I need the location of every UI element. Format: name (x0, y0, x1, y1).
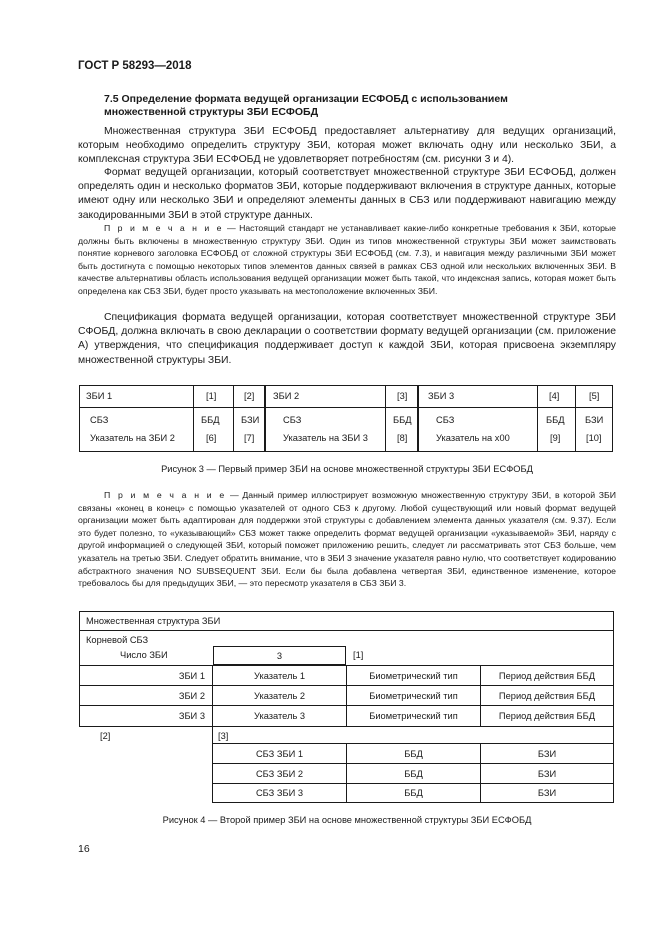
figure4-sbz1-bbd: ББД (346, 743, 481, 764)
figure3-group3-ref: [10] (586, 433, 602, 443)
figure3-group1-ref: [1] (206, 391, 217, 401)
figure3-group1-bzi: БЗИ (241, 415, 260, 425)
figure4-count-ref: [1] (353, 650, 364, 660)
note-2 (78, 489, 616, 590)
figure3-group3-ref: [5] (589, 391, 600, 401)
figure4-count-value: 3 (213, 646, 346, 665)
figure4-sbz2-bbd: ББД (346, 763, 481, 784)
note-text: — Настоящий стандарт не устанавливает какие-либо конкретные требования к ЗБИ, которые должны быть включены в множественную структуру ЗБИ. Один из типов множественной структуры ЗБИ может заимствовать понятие корневого заголовка ЕСФОБД от сложной структуры ЗБИ ЕСФОБД (см. 7.3), и навигация между различными ЗБИ может быть достигнута с помощью некоторых типов элементов данных связей в рамках СБЗ одной или нескольких включенных ЗБИ. В качестве альтернативы область использования ведущей организации может быть такой, что индексная запись, которая может быть определена как СБЗ ЗБИ, будет просто указывать на местоположение включенных ЗБИ. (78, 223, 616, 296)
figure4-sbz2-bzi: БЗИ (480, 763, 614, 784)
figure4-row2-pointer: Указатель 2 (212, 685, 347, 706)
figure3-divider (385, 385, 386, 452)
paragraph-2: Формат ведущей организации, который соответствует множественной структуре ЗБИ ЕСФОБД, должен определять один и несколько форматов ЗБИ, которые поддерживают включения в структуре данных, которые имеют одну или несколько ЗБИ и определяют элементы данных в СБЗ или поддерживают навигацию между закодированными ЗБИ в этой структуре данных. (78, 167, 616, 221)
figure3-divider (575, 385, 576, 452)
figure4-row1-pointer: Указатель 1 (212, 665, 347, 686)
figure4-sbz3-bbd: ББД (346, 783, 481, 803)
figure3-group2-title: ЗБИ 2 (273, 391, 300, 401)
figure4-title: Множественная структура ЗБИ (86, 616, 221, 626)
figure4-sbz1-bzi: БЗИ (480, 743, 614, 764)
figure4-divider (79, 630, 614, 631)
figure3-group2-ref: [8] (397, 433, 408, 443)
page-number: 16 (78, 843, 90, 855)
figure3-divider (537, 385, 538, 452)
figure4-row3-pointer: Указатель 3 (212, 705, 347, 727)
figure3-divider (193, 385, 194, 452)
figure4-row1-name: ЗБИ 1 (79, 665, 213, 686)
figure3-group2-pointer: Указатель на ЗБИ 3 (283, 433, 368, 443)
figure4-caption: Рисунок 4 — Второй пример ЗБИ на основе множественной структуры ЗБИ ЕСФОБД (162, 815, 532, 825)
figure3-group2-bbd: ББД (393, 415, 412, 425)
figure4-row3-name: ЗБИ 3 (79, 705, 213, 727)
figure3-group1-ref: [6] (206, 433, 217, 443)
figure3-group3-sbz: СБЗ (436, 415, 455, 425)
figure4-row3-type: Биометрический тип (346, 705, 481, 727)
figure3-group1-title: ЗБИ 1 (86, 391, 113, 401)
figure4-ref-right: [3] (218, 731, 229, 741)
paragraph-3: Спецификация формата ведущей организации, которая соответствует множественной структуре ЗБИ СФОБД, должна включать в свою декларации о соответствии формату ведущей организации (см. приложение А) утверждения, что спецификация поддерживает доступ к каждой ЗБИ, которая присвоена экземпляру множественной структуры ЗБИ. (78, 312, 616, 366)
figure3-group1-ref: [7] (244, 433, 255, 443)
figure3-group1-sbz: СБЗ (90, 415, 109, 425)
figure4-row3-period: Период действия ББД (480, 705, 614, 727)
figure4-sbz2-name: СБЗ ЗБИ 2 (212, 763, 347, 784)
document-header: ГОСТ Р 58293—2018 (78, 60, 192, 72)
figure3-group3-ref: [9] (550, 433, 561, 443)
figure3-group1-bbd: ББД (201, 415, 220, 425)
figure4-row2-period: Период действия ББД (480, 685, 614, 706)
figure3-divider (79, 407, 265, 408)
note-text: — Данный пример иллюстрирует возможную множественную структуру ЗБИ, в которой ЗБИ связаны «конец в конец» с помощью указателей от одного СБЗ к другому. Любой существующий или новый формат ведущей организации может быть адаптирован для поддержки этой структуры с добавлением элемента данных указателя (см. 9.37). Если это будет полезно, то «указывающий» СБЗ может также определить формат ведущей организации «указываемой» ЗБИ, наряду с другой информацией о следующей ЗБИ, который поможет приложению решить, следует ли рассматривать этот СБЗ больше, чем указатель на третью ЗБИ. Следует обратить внимание, что в ЗБИ 3 значение указателя равно нулю, что соответствует кодированию абстрактного значения NO SUBSEQUENT ЗБИ. Если бы была добавлена четвертая ЗБИ, единственное изменение, которое требовалось бы для предыдущих ЗБИ, — это пересмотр указателя в СБЗ ЗБИ 3. (78, 490, 617, 589)
figure3-group1-ref: [2] (244, 391, 255, 401)
figure3-caption: Рисунок 3 — Первый пример ЗБИ на основе множественной структуры ЗБИ ЕСФОБД (161, 464, 533, 474)
figure3-divider (265, 407, 418, 408)
figure4-sbz3-name: СБЗ ЗБИ 3 (212, 783, 347, 803)
figure4-sbz1-name: СБЗ ЗБИ 1 (212, 743, 347, 764)
figure4-row1-period: Период действия ББД (480, 665, 614, 686)
figure4-root-label: Корневой СБЗ (86, 635, 149, 645)
note-1 (78, 222, 616, 298)
figure4-ref-left: [2] (100, 731, 111, 741)
figure3-group3-title: ЗБИ 3 (428, 391, 455, 401)
paragraph-1: Множественная структура ЗБИ ЕСФОБД предоставляет альтернативу для ведущих организаций, которым необходимо определить структуру ЗБИ, которая может включать одну или несколько ЗБИ, а комплексная структура ЗБИ ЕСФОБД не удовлетворяет потребностям (см. рисунки 3 и 4). (78, 126, 616, 166)
figure3-group3-bzi: БЗИ (585, 415, 604, 425)
figure3-divider (233, 385, 234, 452)
note-label: П р и м е ч а н и е (104, 223, 224, 233)
figure3-group3-ref: [4] (549, 391, 560, 401)
figure4-row2-name: ЗБИ 2 (79, 685, 213, 706)
figure3-group3-bbd: ББД (546, 415, 565, 425)
figure3-divider (418, 407, 613, 408)
figure3-group1-pointer: Указатель на ЗБИ 2 (90, 433, 175, 443)
figure4-row1-type: Биометрический тип (346, 665, 481, 686)
note-label: П р и м е ч а н и е (104, 490, 227, 500)
figure3-group3-pointer: Указатель на х00 (436, 433, 510, 443)
figure4-count-label: Число ЗБИ (120, 650, 168, 660)
figure3-group2-ref: [3] (397, 391, 408, 401)
section-title: 7.5 Определение формата ведущей организации ЕСФОБД с использованием множественной структуры ЗБИ ЕСФОБД (104, 93, 508, 118)
figure4-sbz3-bzi: БЗИ (480, 783, 614, 803)
figure3-group2-sbz: СБЗ (283, 415, 302, 425)
figure4-row2-type: Биометрический тип (346, 685, 481, 706)
